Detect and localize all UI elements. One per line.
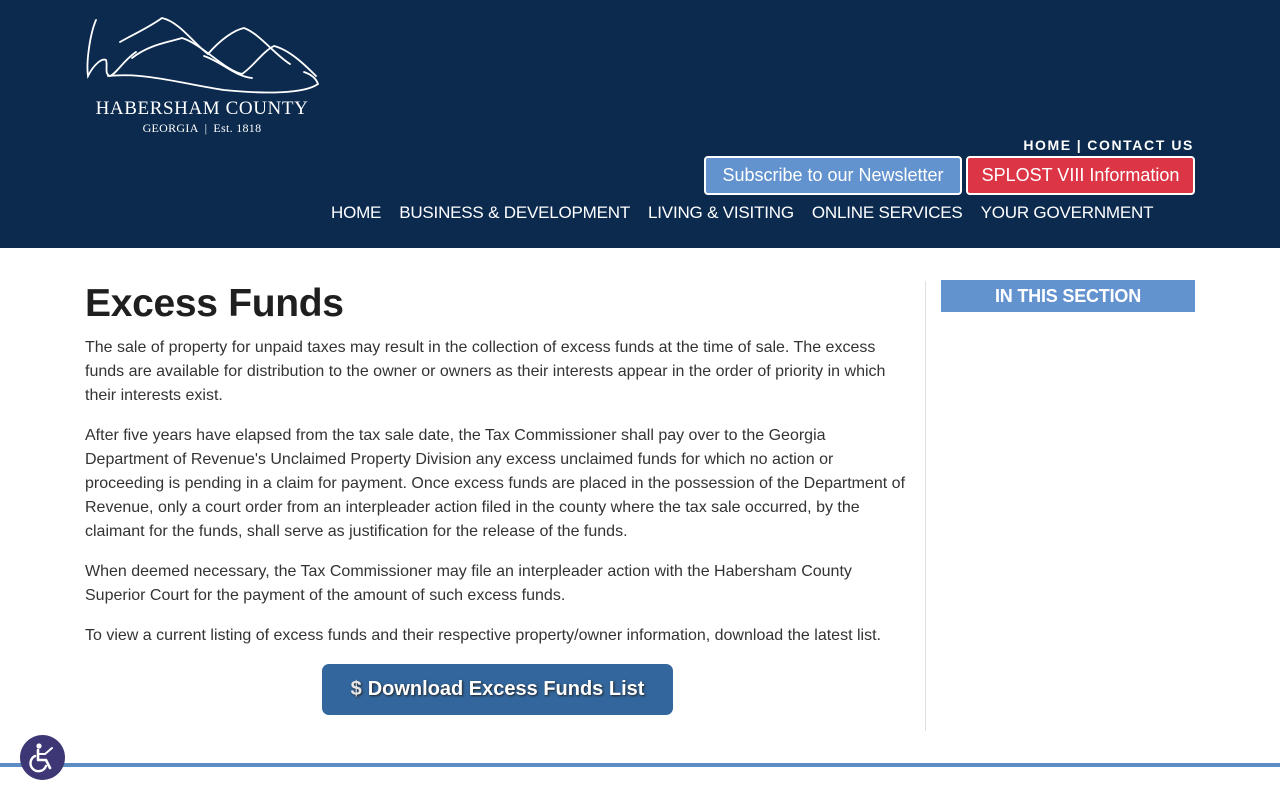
logo-title: HABERSHAM COUNTY bbox=[95, 98, 309, 119]
util-link-home[interactable]: HOME bbox=[1023, 137, 1072, 153]
util-link-contact-us[interactable]: CONTACT US bbox=[1087, 137, 1194, 153]
logo-subtitle bbox=[92, 121, 312, 136]
footer-divider bbox=[0, 763, 1280, 767]
nav-business-development[interactable]: BUSINESS & DEVELOPMENT bbox=[399, 203, 631, 222]
util-separator: | bbox=[1076, 137, 1083, 153]
site-header bbox=[0, 0, 1280, 248]
paragraph-download-info: To view a current listing of excess funds and their respective property/owner information, download the latest list. bbox=[85, 627, 881, 644]
mountain-logo-icon bbox=[84, 14, 324, 98]
main-content bbox=[85, 280, 910, 664]
subscribe-newsletter-button[interactable]: Subscribe to our Newsletter bbox=[704, 156, 962, 195]
main-nav bbox=[322, 201, 1162, 225]
download-excess-funds-button[interactable] bbox=[322, 664, 673, 715]
utility-links bbox=[1023, 137, 1194, 153]
paragraph-interpleader: When deemed necessary, the Tax Commissioner may file an interpleader action with the Habersham County Superior Court for the payment of the amount of such excess funds. bbox=[85, 563, 852, 604]
download-button-label: Download Excess Funds List bbox=[367, 678, 645, 700]
nav-home[interactable]: HOME bbox=[331, 203, 382, 222]
logo-established: Est. 1818 bbox=[213, 121, 262, 135]
nav-your-government[interactable]: YOUR GOVERNMENT bbox=[980, 203, 1154, 222]
wheelchair-icon bbox=[28, 742, 58, 773]
in-this-section-header: IN THIS SECTION bbox=[941, 280, 1195, 312]
logo-state: GEORGIA bbox=[142, 121, 199, 135]
splost-info-button[interactable]: SPLOST VIII Information bbox=[966, 156, 1195, 195]
nav-online-services[interactable]: ONLINE SERVICES bbox=[811, 203, 963, 222]
nav-living-visiting[interactable]: LIVING & VISITING bbox=[648, 203, 794, 222]
logo-separator: | bbox=[204, 121, 208, 135]
dollar-icon: $ bbox=[350, 678, 362, 700]
accessibility-button[interactable] bbox=[20, 735, 65, 780]
paragraph-five-years: After five years have elapsed from the tax sale date, the Tax Commissioner shall pay over to the Georgia Department of Revenue's Unclaimed Property Division any excess unclaimed funds for which no action or proceeding is pending in a claim for payment. Once excess funds are placed in the possession of the Department of Revenue, only a court order from an interpleader action filed in the county where the tax sale occurred, by the claimant for the funds, shall serve as justification for the release of the funds. bbox=[85, 427, 906, 540]
sidebar-divider bbox=[925, 281, 926, 731]
county-logo[interactable] bbox=[84, 14, 324, 136]
page-title: Excess Funds bbox=[85, 282, 344, 325]
paragraph-intro: The sale of property for unpaid taxes may result in the collection of excess funds at the time of sale. The excess funds are available for distribution to the owner or owners as their interests appear in the order of priority in which their interests exist. bbox=[85, 339, 886, 404]
